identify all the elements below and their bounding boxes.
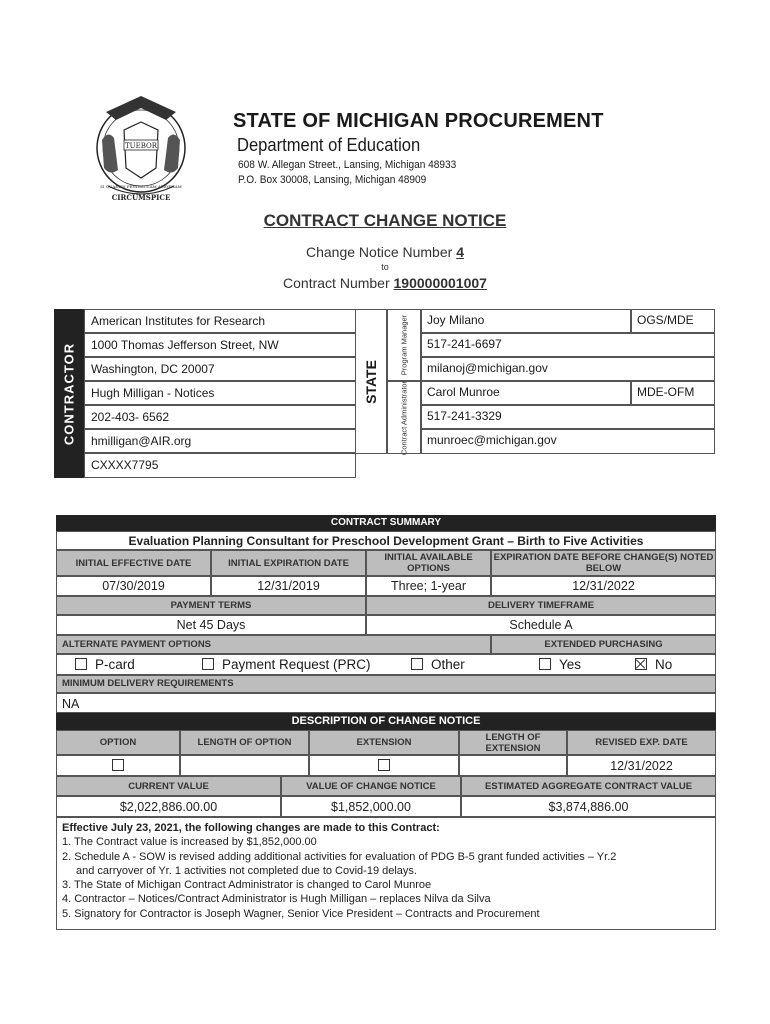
yes-option[interactable] xyxy=(539,655,581,674)
pcard-checkbox[interactable] xyxy=(75,658,87,670)
revised-exp-label: REVISED EXP. DATE xyxy=(567,730,716,755)
change-notes xyxy=(56,817,716,930)
note-item: 2. Schedule A - SOW is revised adding additional activities for evaluation of PDG B-5 grant funded activities – Yr.2 xyxy=(62,850,617,863)
svg-text:TUEBOR: TUEBOR xyxy=(125,142,157,150)
initial-options: Three; 1-year xyxy=(366,576,491,596)
other-option[interactable] xyxy=(411,655,465,674)
pcard-option[interactable] xyxy=(75,655,135,674)
no-label: No xyxy=(655,657,673,672)
current-value-label: CURRENT VALUE xyxy=(56,776,281,796)
change-notice-value: 4 xyxy=(456,244,464,260)
ca-org: MDE-OFM xyxy=(631,381,715,405)
pm-org: OGS/MDE xyxy=(631,309,715,333)
page-title: STATE OF MICHIGAN PROCUREMENT xyxy=(233,110,604,132)
length-option-label: LENGTH OF OPTION xyxy=(180,730,309,755)
contractor-label-bar xyxy=(54,309,84,478)
delivery-timeframe-label: DELIVERY TIMEFRAME xyxy=(366,596,716,615)
change-notice-label: Change Notice Number xyxy=(306,244,453,260)
contract-description: Evaluation Planning Consultant for Preschool Development Grant – Birth to Five Activities xyxy=(56,531,716,550)
note-item: 4. Contractor – Notices/Contract Administrator is Hugh Milligan – replaces Nilva da Silva xyxy=(62,893,491,906)
payment-request-option[interactable] xyxy=(202,655,371,674)
address-line-1: 608 W. Allegan Street., Lansing, Michigan 48933 xyxy=(238,159,457,171)
expiration-before: 12/31/2022 xyxy=(491,576,716,596)
delivery-timeframe: Schedule A xyxy=(366,615,716,635)
yes-label: Yes xyxy=(559,657,582,672)
change-labels-row xyxy=(56,730,716,755)
estimated-value-label: ESTIMATED AGGREGATE CONTRACT VALUE xyxy=(461,776,716,796)
payment-labels-row xyxy=(56,596,716,615)
contract-summary-header: CONTRACT SUMMARY xyxy=(56,515,716,531)
min-delivery-label: MINIMUM DELIVERY REQUIREMENTS xyxy=(56,675,716,693)
notes-heading: Effective July 23, 2021, the following changes are made to this Contract: xyxy=(62,822,440,834)
payment-terms-label: PAYMENT TERMS xyxy=(56,596,366,615)
contractor-phone: 202-403- 6562 xyxy=(84,405,356,429)
value-change-label: VALUE OF CHANGE NOTICE xyxy=(281,776,461,796)
note-item: 3. The State of Michigan Contract Administrator is changed to Carol Munroe xyxy=(62,879,432,892)
contractor-vendor-id: CXXXX7795 xyxy=(84,453,356,478)
department-name: Department of Education xyxy=(237,135,421,155)
program-manager-label-cell xyxy=(387,309,421,381)
change-description-header: DESCRIPTION OF CHANGE NOTICE xyxy=(56,713,716,730)
alt-payment-options-row xyxy=(56,654,716,675)
department-address xyxy=(238,158,456,188)
extension-label: EXTENSION xyxy=(309,730,459,755)
note-item: 1. The Contract value is increased by $1,852,000.00 xyxy=(62,836,317,849)
address-line-2: P.O. Box 30008, Lansing, Michigan 48909 xyxy=(238,174,427,186)
expiration-before-label: EXPIRATION DATE BEFORE CHANGE(S) NOTED BELOW xyxy=(491,550,716,576)
initial-expiration-date-label: INITIAL EXPIRATION DATE xyxy=(211,550,366,576)
contractor-block xyxy=(54,309,356,478)
state-label-bar xyxy=(355,309,387,454)
svg-text:CIRCUMSPICE: CIRCUMSPICE xyxy=(111,193,171,202)
summary-values-row xyxy=(56,576,716,596)
notice-title: CONTRACT CHANGE NOTICE xyxy=(263,211,507,230)
note-item: 5. Signatory for Contractor is Joseph Wagner, Senior Vice President – Contracts and Procurement xyxy=(62,907,540,920)
ca-email: munroec@michigan.gov xyxy=(421,429,715,454)
revised-exp-date: 12/31/2022 xyxy=(567,755,716,776)
extension-checkbox[interactable] xyxy=(378,759,390,771)
ca-phone: 517-241-3329 xyxy=(421,405,715,429)
payment-terms: Net 45 Days xyxy=(56,615,366,635)
no-option[interactable] xyxy=(635,655,672,674)
option-cell xyxy=(56,755,180,776)
contract-admin-label: Contract Administrator xyxy=(399,380,409,455)
initial-effective-date: 07/30/2019 xyxy=(56,576,211,596)
pm-name: Joy Milano xyxy=(421,309,631,333)
alt-payment-labels-row xyxy=(56,635,716,654)
min-delivery-value: NA xyxy=(56,693,716,713)
to-label: to xyxy=(381,262,389,272)
extension-cell xyxy=(309,755,459,776)
contract-admin-label-cell xyxy=(387,381,421,454)
contract-number-label: Contract Number xyxy=(283,275,390,291)
pm-phone: 517-241-6697 xyxy=(421,333,715,357)
contract-number xyxy=(0,275,770,291)
note-item-continued: and carryover of Yr. 1 activities not completed due to Covid-19 delays. xyxy=(76,864,417,877)
payment-values-row xyxy=(56,615,716,635)
pcard-label: P-card xyxy=(95,657,135,672)
yes-checkbox[interactable] xyxy=(539,658,551,670)
value-labels-row xyxy=(56,776,716,796)
value-values-row xyxy=(56,796,716,817)
extended-purchasing-label: EXTENDED PURCHASING xyxy=(491,635,716,654)
initial-options-label: INITIAL AVAILABLE OPTIONS xyxy=(366,550,491,576)
contractor-street: 1000 Thomas Jefferson Street, NW xyxy=(84,333,356,357)
initial-effective-date-label: INITIAL EFFECTIVE DATE xyxy=(56,550,211,576)
length-extension-label: LENGTH OF EXTENSION xyxy=(459,730,567,755)
other-label: Other xyxy=(431,657,465,672)
current-value: $2,022,886.00.00 xyxy=(56,796,281,817)
alt-payment-label: ALTERNATE PAYMENT OPTIONS xyxy=(56,635,491,654)
payment-request-label: Payment Request (PRC) xyxy=(222,657,371,672)
state-label: STATE xyxy=(363,359,379,404)
length-extension-cell xyxy=(459,755,567,776)
contractor-email: hmilligan@AIR.org xyxy=(84,429,356,453)
contract-number-value: 190000001007 xyxy=(393,275,487,291)
change-values-row xyxy=(56,755,716,776)
option-label: OPTION xyxy=(56,730,180,755)
initial-expiration-date: 12/31/2019 xyxy=(211,576,366,596)
payment-request-checkbox[interactable] xyxy=(202,658,214,670)
estimated-value: $3,874,886.00 xyxy=(461,796,716,817)
state-seal-logo xyxy=(86,90,196,210)
other-checkbox[interactable] xyxy=(411,658,423,670)
option-checkbox[interactable] xyxy=(112,759,124,771)
program-manager-label: Program Manager xyxy=(399,314,409,376)
state-block xyxy=(355,309,715,454)
length-option-cell xyxy=(180,755,309,776)
summary-labels-row xyxy=(56,550,716,576)
svg-text:SI QUAERIS PENINSULAM AMOENAM: SI QUAERIS PENINSULAM AMOENAM xyxy=(100,184,182,189)
value-change: $1,852,000.00 xyxy=(281,796,461,817)
ca-name: Carol Munroe xyxy=(421,381,631,405)
contractor-city: Washington, DC 20007 xyxy=(84,357,356,381)
change-notice-number xyxy=(0,244,770,260)
contractor-contact: Hugh Milligan - Notices xyxy=(84,381,356,405)
contractor-name: American Institutes for Research xyxy=(84,309,356,333)
no-checkbox-checked[interactable] xyxy=(635,658,647,670)
pm-email: milanoj@michigan.gov xyxy=(421,357,715,381)
contractor-label: CONTRACTOR xyxy=(61,342,77,445)
